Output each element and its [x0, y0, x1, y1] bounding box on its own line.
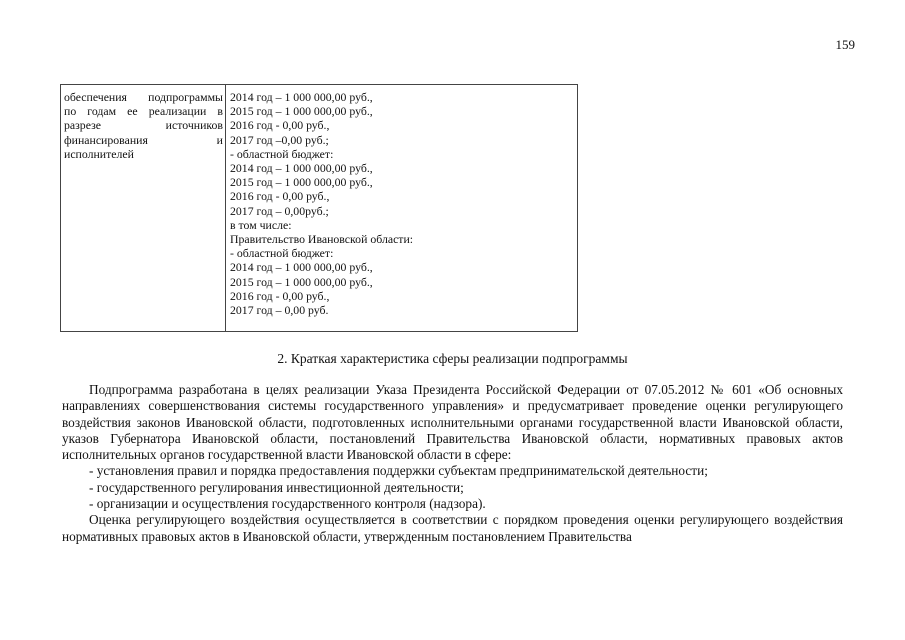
paragraph: Подпрограмма разработана в целях реализации Указа Президента Российской Федерации от 07.05.2012 № 601 «Об основных направлениях совершенствования системы государственного управления» и предусматривает проведение оценки регулирующего воздействия законов Ивановской области, подготовленных исполнительными органами государственной власти Ивановской области, указов Губернатора Ивановской области, постановлений Правительства Ивановской области, нормативных правовых актов исполнительных органов государственной власти Ивановской области в сфере:	[62, 382, 843, 463]
list-item: - государственного регулирования инвестиционной деятельности;	[89, 479, 464, 495]
table-value-line: 2016 год - 0,00 руб.,	[230, 288, 330, 303]
table-label-line: разрезе источников	[64, 118, 223, 133]
table-value-line: 2014 год – 1 000 000,00 руб.,	[230, 90, 373, 104]
financing-table	[60, 84, 578, 332]
table-value-line: 2015 год – 1 000 000,00 руб.,	[230, 104, 373, 119]
table-label-line: финансирования и	[64, 132, 223, 147]
table-label-cell	[61, 85, 226, 331]
table-label-line: исполнителей	[64, 146, 134, 161]
section-heading: 2. Краткая характеристика сферы реализации подпрограммы	[277, 351, 628, 366]
page-number: 159	[835, 37, 855, 52]
table-label-line: по годам ее реализации в	[64, 104, 223, 119]
table-value-line: 2017 год – 0,00руб.;	[230, 203, 329, 218]
table-value-line: 2017 год – 0,00 руб.	[230, 303, 329, 318]
table-value-line: 2015 год – 1 000 000,00 руб.,	[230, 175, 373, 190]
table-value-line: 2017 год –0,00 руб.;	[230, 132, 329, 147]
list-item: - установления правил и порядка предоставления поддержки субъектам предпринимательской деятельности;	[89, 463, 708, 479]
table-value-line: 2014 год – 1 000 000,00 руб.,	[230, 161, 373, 176]
table-value-line: - областной бюджет:	[230, 146, 334, 161]
table-value-line: 2016 год - 0,00 руб.,	[230, 118, 330, 133]
table-value-line: 2015 год – 1 000 000,00 руб.,	[230, 274, 373, 289]
table-value-line: 2014 год – 1 000 000,00 руб.,	[230, 260, 373, 275]
table-value-line: 2016 год - 0,00 руб.,	[230, 189, 330, 204]
table-value-line: Правительство Ивановской области:	[230, 232, 414, 247]
table-value-line: - областной бюджет:	[230, 246, 334, 261]
table-value-cell	[226, 85, 577, 331]
paragraph: Оценка регулирующего воздействия осуществляется в соответствии с порядком проведения оценки регулирующего воздействия нормативных правовых актов в Ивановской области, утвержденным постановлением Правительства	[62, 512, 843, 544]
list-item: - организации и осуществления государственного контроля (надзора).	[89, 496, 486, 512]
table-value-line: в том числе:	[230, 217, 292, 232]
table-label-line: обеспечения подпрограммы	[64, 90, 223, 104]
body-text	[62, 382, 843, 545]
